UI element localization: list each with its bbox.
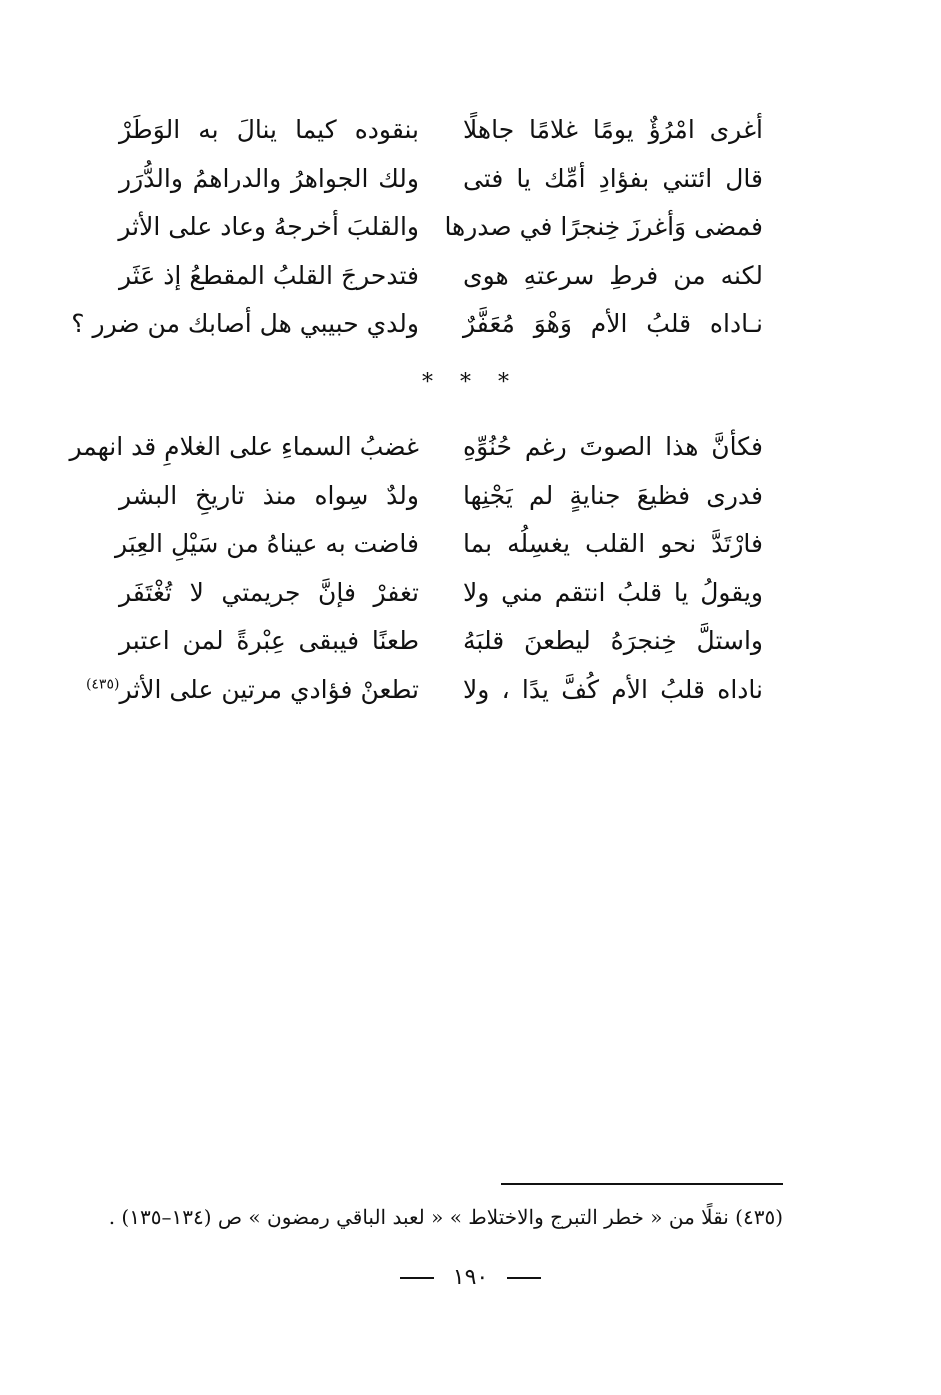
first-hemistich: نـاداه قلبُ الأم وَهْوَ مُعَفَّرٌ [463, 309, 763, 338]
poem-stanza-1 [0, 108, 941, 351]
second-hemistich: ولك الجواهرُ والدراهمُ والدُّرَر [119, 163, 419, 193]
verse-line [0, 522, 941, 571]
page-number: ١٩٠ [452, 1265, 489, 1290]
verse-line [0, 254, 941, 303]
second-hemistich: والقلبَ أخرجهُ وعاد على الأثر [118, 212, 419, 241]
verse-line [0, 668, 941, 717]
verse-line [0, 425, 941, 474]
poem-stanza-2 [0, 425, 941, 716]
verse-line [0, 474, 941, 523]
footnote-reference: (٤٣٥) [85, 676, 120, 693]
first-hemistich: قال ائتني بفؤادِ أمِّك يا فتى [463, 163, 763, 193]
first-hemistich: فمضى وَأغرزَ خِنجرًا في صدرها [444, 212, 763, 241]
verse-line [0, 108, 941, 157]
second-hemistich: بنقوده كيما ينالَ به الوَطَرْ [119, 115, 419, 144]
first-hemistich: فارْتَدَّ نحو القلب يغسِلُه بما [463, 529, 763, 558]
page-number-dash-left [400, 1277, 434, 1279]
verse-line [0, 157, 941, 206]
page-number-dash-right [507, 1277, 541, 1279]
first-hemistich: أغرى امْرُؤٌ يومًا غلامًا جاهلًا [463, 115, 763, 144]
second-hemistich: فاضت به عيناهُ من سَيْلِ العِبَر [115, 529, 419, 558]
second-hemistich: تغفرْ فإنَّ جريمتي لا تُغْتَفَر [119, 577, 419, 607]
verse-line [0, 205, 941, 254]
second-hemistich: طعنًا فيبقى عِبْرةً لمن اعتبر [119, 626, 419, 655]
second-hemistich: فتدحرجَ القلبُ المقطعُ إذ عَثَر [119, 260, 419, 290]
footnote: (٤٣٥) نقلًا من « خطر التبرج والاختلاط » « لعبد الباقي رمضون » ص (١٣٤–١٣٥) . [108, 1205, 783, 1229]
first-hemistich: واستلَّ خِنجرَهُ ليطعنَ قلبَهُ [463, 626, 763, 655]
second-hemistich [85, 668, 419, 712]
first-hemistich: ناداه قلبُ الأم كُفَّ يدًا ، ولا [463, 674, 763, 704]
second-hemistich: غضبُ السماءِ على الغلامِ قد انهمر [69, 432, 419, 461]
first-hemistich: فكأنَّ هذا الصوتَ رغم حُنُوِّهِ [463, 432, 763, 461]
verse-line [0, 571, 941, 620]
footnote-divider [501, 1183, 783, 1185]
stanza-separator: * * * [422, 370, 519, 395]
hemistich-text: تطعنْ فؤادي مرتين على الأثر [119, 674, 419, 704]
verse-line [0, 619, 941, 668]
first-hemistich: ويقولُ يا قلبُ انتقم مني ولا [463, 577, 763, 607]
second-hemistich: ولدي حبيبي هل أصابك من ضرر ؟ [71, 309, 419, 338]
first-hemistich: لكنه من فرطِ سرعتهِ هوى [463, 260, 763, 290]
first-hemistich: فدرى فظيعَ جنايةٍ لم يَجْنِها [463, 480, 763, 510]
verse-line [0, 302, 941, 351]
page-number-row [0, 1265, 941, 1290]
second-hemistich: ولدٌ سِواه منذ تاريخِ البشر [119, 480, 419, 510]
